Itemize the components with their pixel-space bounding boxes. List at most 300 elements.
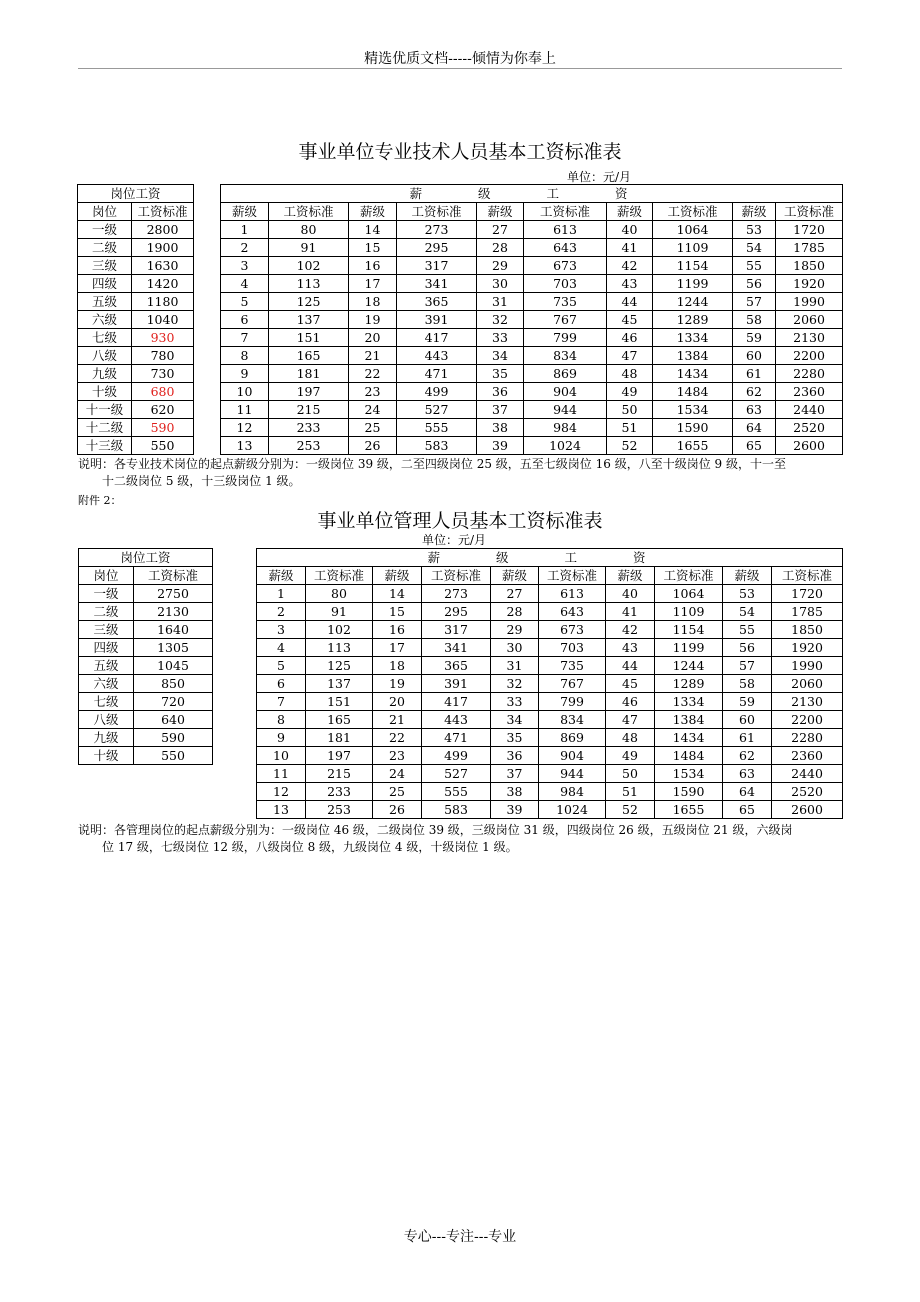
table1-note-line2: 十二级岗位 5 级，十三级岗位 1 级。 [102, 474, 301, 488]
grade-number: 7 [221, 329, 269, 347]
post-row [79, 693, 213, 711]
grade-number: 50 [606, 765, 655, 783]
grade-number: 25 [373, 783, 422, 801]
grade-number: 23 [349, 383, 397, 401]
grade-number: 45 [607, 311, 653, 329]
grade-salary-value: 1199 [655, 639, 723, 657]
grade-number: 18 [349, 293, 397, 311]
grade-number: 55 [723, 621, 772, 639]
grade-salary-value: 583 [397, 437, 477, 455]
grade-salary-value: 1920 [772, 639, 843, 657]
post-name: 六级 [78, 311, 132, 329]
grade-number: 44 [607, 293, 653, 311]
post-row [78, 311, 194, 329]
grade-salary-value: 1199 [653, 275, 733, 293]
grade-salary-value: 904 [524, 383, 607, 401]
post-row [78, 257, 194, 275]
grade-salary-value: 703 [524, 275, 607, 293]
post-name: 四级 [78, 275, 132, 293]
grade-number: 6 [257, 675, 306, 693]
grade-number: 27 [491, 585, 539, 603]
post-name: 五级 [79, 657, 134, 675]
post-group-header: 岗位工资 [78, 185, 194, 203]
table1-grade-salary-table [220, 184, 843, 455]
post-name: 二级 [78, 239, 132, 257]
page-footer: 专心---专注---专业 [403, 1229, 517, 1245]
grade-number: 31 [477, 293, 524, 311]
grade-salary-value: 1534 [653, 401, 733, 419]
post-row [78, 419, 194, 437]
grade-number: 13 [221, 437, 269, 455]
grade-number: 38 [477, 419, 524, 437]
std-col-header: 工资标准 [772, 567, 843, 585]
post-salary-value: 2130 [134, 603, 213, 621]
grade-salary-value: 215 [306, 765, 373, 783]
grade-number: 10 [257, 747, 306, 765]
grade-number: 19 [373, 675, 422, 693]
grade-salary-value: 869 [524, 365, 607, 383]
grade-salary-value: 527 [397, 401, 477, 419]
grade-salary-value: 1720 [776, 221, 843, 239]
grade-number: 35 [477, 365, 524, 383]
grade-row [221, 293, 843, 311]
post-row [79, 729, 213, 747]
grade-salary-value: 1384 [653, 347, 733, 365]
post-name: 三级 [78, 257, 132, 275]
grade-number: 48 [607, 365, 653, 383]
grade-salary-value: 499 [422, 747, 491, 765]
grade-row [221, 365, 843, 383]
grade-salary-value: 613 [524, 221, 607, 239]
grade-number: 5 [221, 293, 269, 311]
grade-salary-value: 341 [397, 275, 477, 293]
grade-salary-value: 253 [269, 437, 349, 455]
grade-row [257, 729, 843, 747]
grade-number: 31 [491, 657, 539, 675]
grade-number: 22 [349, 365, 397, 383]
grade-number: 45 [606, 675, 655, 693]
grade-number: 55 [733, 257, 776, 275]
grade-salary-value: 1785 [772, 603, 843, 621]
grade-row [221, 311, 843, 329]
table1-title: 事业单位专业技术人员基本工资标准表 [298, 141, 622, 163]
grade-salary-value: 137 [306, 675, 373, 693]
table2-title: 事业单位管理人员基本工资标准表 [317, 510, 603, 532]
grade-number: 57 [733, 293, 776, 311]
post-name: 一级 [78, 221, 132, 239]
grade-salary-value: 443 [397, 347, 477, 365]
grade-salary-value: 253 [306, 801, 373, 819]
post-row [78, 239, 194, 257]
grade-number: 10 [221, 383, 269, 401]
grade-salary-value: 2130 [776, 329, 843, 347]
post-col-header: 岗位 [79, 567, 134, 585]
grade-number: 2 [221, 239, 269, 257]
grade-salary-value: 471 [422, 729, 491, 747]
std-col-header: 工资标准 [269, 203, 349, 221]
post-salary-value: 640 [134, 711, 213, 729]
grade-number: 8 [221, 347, 269, 365]
grade-number: 62 [723, 747, 772, 765]
grade-number: 48 [606, 729, 655, 747]
grade-salary-value: 1850 [772, 621, 843, 639]
grade-number: 19 [349, 311, 397, 329]
grade-number: 54 [733, 239, 776, 257]
grade-number: 51 [606, 783, 655, 801]
grade-salary-value: 91 [306, 603, 373, 621]
table2-grade-salary-table [256, 548, 843, 819]
grade-salary-value: 1484 [655, 747, 723, 765]
grade-number: 27 [477, 221, 524, 239]
grade-row [257, 603, 843, 621]
grade-salary-value: 181 [306, 729, 373, 747]
post-salary-value: 1640 [134, 621, 213, 639]
grade-salary-value: 317 [422, 621, 491, 639]
grade-number: 35 [491, 729, 539, 747]
grade-col-header: 薪级 [349, 203, 397, 221]
grade-salary-value: 1154 [653, 257, 733, 275]
grade-salary-value: 767 [539, 675, 606, 693]
post-row [79, 621, 213, 639]
grade-salary-value: 137 [269, 311, 349, 329]
post-salary-value: 720 [134, 693, 213, 711]
grade-salary-value: 735 [539, 657, 606, 675]
grade-row [221, 401, 843, 419]
grade-number: 52 [607, 437, 653, 455]
grade-salary-value: 673 [539, 621, 606, 639]
grade-number: 50 [607, 401, 653, 419]
grade-number: 39 [477, 437, 524, 455]
grade-number: 59 [723, 693, 772, 711]
grade-number: 33 [491, 693, 539, 711]
post-name: 一级 [79, 585, 134, 603]
grade-number: 40 [607, 221, 653, 239]
grade-salary-value: 197 [306, 747, 373, 765]
grade-number: 46 [606, 693, 655, 711]
grade-row [257, 783, 843, 801]
post-salary-value: 590 [134, 729, 213, 747]
grade-salary-value: 365 [397, 293, 477, 311]
table2-post-salary-table [78, 548, 213, 765]
grade-salary-value: 151 [269, 329, 349, 347]
post-salary-value: 2800 [132, 221, 194, 239]
post-salary-value: 730 [132, 365, 194, 383]
post-salary-value: 1420 [132, 275, 194, 293]
post-name: 四级 [79, 639, 134, 657]
grade-number: 44 [606, 657, 655, 675]
grade-number: 36 [477, 383, 524, 401]
grade-salary-value: 583 [422, 801, 491, 819]
grade-salary-value: 1334 [653, 329, 733, 347]
grade-salary-value: 80 [306, 585, 373, 603]
grade-number: 63 [723, 765, 772, 783]
post-row [79, 747, 213, 765]
grade-number: 58 [733, 311, 776, 329]
grade-row [221, 257, 843, 275]
post-salary-value: 930 [132, 329, 194, 347]
grade-salary-value: 1384 [655, 711, 723, 729]
grade-number: 15 [349, 239, 397, 257]
grade-salary-value: 102 [269, 257, 349, 275]
grade-number: 25 [349, 419, 397, 437]
grade-number: 16 [349, 257, 397, 275]
grade-salary-value: 2130 [772, 693, 843, 711]
grade-number: 17 [373, 639, 422, 657]
grade-salary-value: 2440 [772, 765, 843, 783]
grade-salary-value: 1785 [776, 239, 843, 257]
grade-salary-value: 527 [422, 765, 491, 783]
grade-number: 5 [257, 657, 306, 675]
grade-row [221, 347, 843, 365]
post-name: 九级 [79, 729, 134, 747]
grade-number: 21 [373, 711, 422, 729]
grade-number: 53 [723, 585, 772, 603]
grade-number: 28 [477, 239, 524, 257]
grade-row [257, 675, 843, 693]
grade-salary-value: 1289 [655, 675, 723, 693]
grade-number: 18 [373, 657, 422, 675]
grade-salary-value: 799 [539, 693, 606, 711]
grade-number: 29 [477, 257, 524, 275]
grade-salary-value: 555 [422, 783, 491, 801]
post-salary-value: 850 [134, 675, 213, 693]
grade-number: 2 [257, 603, 306, 621]
grade-number: 23 [373, 747, 422, 765]
grade-number: 34 [477, 347, 524, 365]
grade-salary-value: 1244 [653, 293, 733, 311]
grade-number: 43 [606, 639, 655, 657]
post-name: 六级 [79, 675, 134, 693]
post-row [78, 221, 194, 239]
grade-number: 38 [491, 783, 539, 801]
grade-salary-value: 1289 [653, 311, 733, 329]
grade-number: 29 [491, 621, 539, 639]
post-row [78, 437, 194, 455]
grade-col-header: 薪级 [607, 203, 653, 221]
grade-number: 60 [723, 711, 772, 729]
grade-salary-value: 1655 [653, 437, 733, 455]
post-row [79, 657, 213, 675]
grade-row [257, 765, 843, 783]
grade-salary-value: 555 [397, 419, 477, 437]
grade-number: 37 [491, 765, 539, 783]
std-col-header: 工资标准 [134, 567, 213, 585]
grade-row [257, 711, 843, 729]
grade-number: 13 [257, 801, 306, 819]
attachment-label: 附件 2： [78, 494, 122, 507]
grade-salary-value: 273 [397, 221, 477, 239]
post-name: 八级 [78, 347, 132, 365]
post-row [78, 401, 194, 419]
grade-salary-value: 233 [269, 419, 349, 437]
post-salary-value: 1900 [132, 239, 194, 257]
table1-post-salary-table [77, 184, 194, 455]
grade-group-header: 薪 级 工 资 [221, 185, 843, 203]
grade-number: 14 [349, 221, 397, 239]
grade-salary-value: 834 [524, 347, 607, 365]
grade-group-header: 薪 级 工 资 [257, 549, 843, 567]
grade-salary-value: 1920 [776, 275, 843, 293]
grade-number: 51 [607, 419, 653, 437]
grade-row [221, 221, 843, 239]
page-header: 精选优质文档-----倾情为你奉上 [364, 51, 556, 67]
std-col-header: 工资标准 [655, 567, 723, 585]
grade-salary-value: 273 [422, 585, 491, 603]
grade-salary-value: 673 [524, 257, 607, 275]
grade-salary-value: 2280 [772, 729, 843, 747]
post-row [78, 347, 194, 365]
grade-number: 42 [606, 621, 655, 639]
post-salary-value: 550 [134, 747, 213, 765]
grade-salary-value: 735 [524, 293, 607, 311]
grade-number: 30 [477, 275, 524, 293]
post-group-header: 岗位工资 [79, 549, 213, 567]
std-col-header: 工资标准 [776, 203, 843, 221]
grade-col-header: 薪级 [733, 203, 776, 221]
grade-salary-value: 1590 [655, 783, 723, 801]
post-row [79, 585, 213, 603]
grade-row [257, 657, 843, 675]
grade-number: 65 [733, 437, 776, 455]
std-col-header: 工资标准 [539, 567, 606, 585]
grade-number: 40 [606, 585, 655, 603]
grade-salary-value: 944 [524, 401, 607, 419]
grade-number: 49 [607, 383, 653, 401]
grade-number: 61 [723, 729, 772, 747]
grade-number: 1 [221, 221, 269, 239]
grade-number: 21 [349, 347, 397, 365]
post-salary-value: 2750 [134, 585, 213, 603]
std-col-header: 工资标准 [132, 203, 194, 221]
grade-salary-value: 1334 [655, 693, 723, 711]
grade-number: 37 [477, 401, 524, 419]
post-salary-value: 620 [132, 401, 194, 419]
grade-number: 33 [477, 329, 524, 347]
grade-salary-value: 91 [269, 239, 349, 257]
grade-salary-value: 341 [422, 639, 491, 657]
std-col-header: 工资标准 [524, 203, 607, 221]
grade-salary-value: 1484 [653, 383, 733, 401]
grade-number: 41 [606, 603, 655, 621]
grade-salary-value: 2440 [776, 401, 843, 419]
std-col-header: 工资标准 [653, 203, 733, 221]
post-name: 十级 [78, 383, 132, 401]
grade-row [221, 329, 843, 347]
grade-number: 7 [257, 693, 306, 711]
grade-col-header: 薪级 [477, 203, 524, 221]
grade-salary-value: 703 [539, 639, 606, 657]
grade-number: 3 [257, 621, 306, 639]
grade-salary-value: 1064 [655, 585, 723, 603]
grade-salary-value: 165 [306, 711, 373, 729]
post-col-header: 岗位 [78, 203, 132, 221]
grade-number: 60 [733, 347, 776, 365]
grade-row [257, 801, 843, 819]
post-salary-value: 1305 [134, 639, 213, 657]
grade-number: 47 [606, 711, 655, 729]
post-salary-value: 780 [132, 347, 194, 365]
post-row [78, 293, 194, 311]
grade-number: 62 [733, 383, 776, 401]
grade-salary-value: 613 [539, 585, 606, 603]
grade-salary-value: 834 [539, 711, 606, 729]
grade-salary-value: 197 [269, 383, 349, 401]
grade-number: 56 [723, 639, 772, 657]
grade-col-header: 薪级 [606, 567, 655, 585]
grade-number: 58 [723, 675, 772, 693]
grade-salary-value: 391 [422, 675, 491, 693]
grade-row [257, 747, 843, 765]
grade-number: 4 [257, 639, 306, 657]
grade-salary-value: 215 [269, 401, 349, 419]
post-salary-value: 1040 [132, 311, 194, 329]
grade-salary-value: 1154 [655, 621, 723, 639]
post-name: 九级 [78, 365, 132, 383]
post-salary-value: 1045 [134, 657, 213, 675]
grade-number: 32 [491, 675, 539, 693]
post-row [79, 603, 213, 621]
grade-number: 12 [257, 783, 306, 801]
grade-salary-value: 1244 [655, 657, 723, 675]
grade-col-header: 薪级 [491, 567, 539, 585]
grade-row [221, 383, 843, 401]
grade-number: 54 [723, 603, 772, 621]
table1-note [78, 456, 838, 490]
grade-salary-value: 643 [524, 239, 607, 257]
post-row [78, 275, 194, 293]
grade-number: 61 [733, 365, 776, 383]
grade-salary-value: 2060 [772, 675, 843, 693]
grade-row [221, 437, 843, 455]
grade-salary-value: 2200 [772, 711, 843, 729]
grade-number: 3 [221, 257, 269, 275]
grade-number: 65 [723, 801, 772, 819]
grade-number: 17 [349, 275, 397, 293]
grade-salary-value: 181 [269, 365, 349, 383]
table2-unit: 单位：元/月 [422, 533, 487, 547]
grade-salary-value: 1434 [655, 729, 723, 747]
grade-salary-value: 1109 [653, 239, 733, 257]
post-salary-value: 590 [132, 419, 194, 437]
post-salary-value: 1180 [132, 293, 194, 311]
grade-number: 57 [723, 657, 772, 675]
post-name: 五级 [78, 293, 132, 311]
grade-number: 8 [257, 711, 306, 729]
grade-salary-value: 1990 [772, 657, 843, 675]
grade-salary-value: 2360 [772, 747, 843, 765]
grade-salary-value: 1534 [655, 765, 723, 783]
grade-row [221, 239, 843, 257]
post-row [79, 639, 213, 657]
table1-unit: 单位：元/月 [567, 170, 632, 184]
grade-salary-value: 295 [422, 603, 491, 621]
grade-row [221, 275, 843, 293]
grade-salary-value: 295 [397, 239, 477, 257]
post-row [78, 329, 194, 347]
grade-salary-value: 391 [397, 311, 477, 329]
table2-note-line1: 说明：各管理岗位的起点薪级分别为：一级岗位 46 级，二级岗位 39 级，三级岗位 31 级，四级岗位 26 级，五级岗位 21 级，六级岗 [78, 823, 793, 837]
grade-number: 56 [733, 275, 776, 293]
grade-number: 49 [606, 747, 655, 765]
grade-number: 11 [257, 765, 306, 783]
grade-number: 52 [606, 801, 655, 819]
grade-salary-value: 317 [397, 257, 477, 275]
grade-row [257, 585, 843, 603]
grade-salary-value: 2200 [776, 347, 843, 365]
post-name: 二级 [79, 603, 134, 621]
grade-salary-value: 1109 [655, 603, 723, 621]
grade-salary-value: 80 [269, 221, 349, 239]
